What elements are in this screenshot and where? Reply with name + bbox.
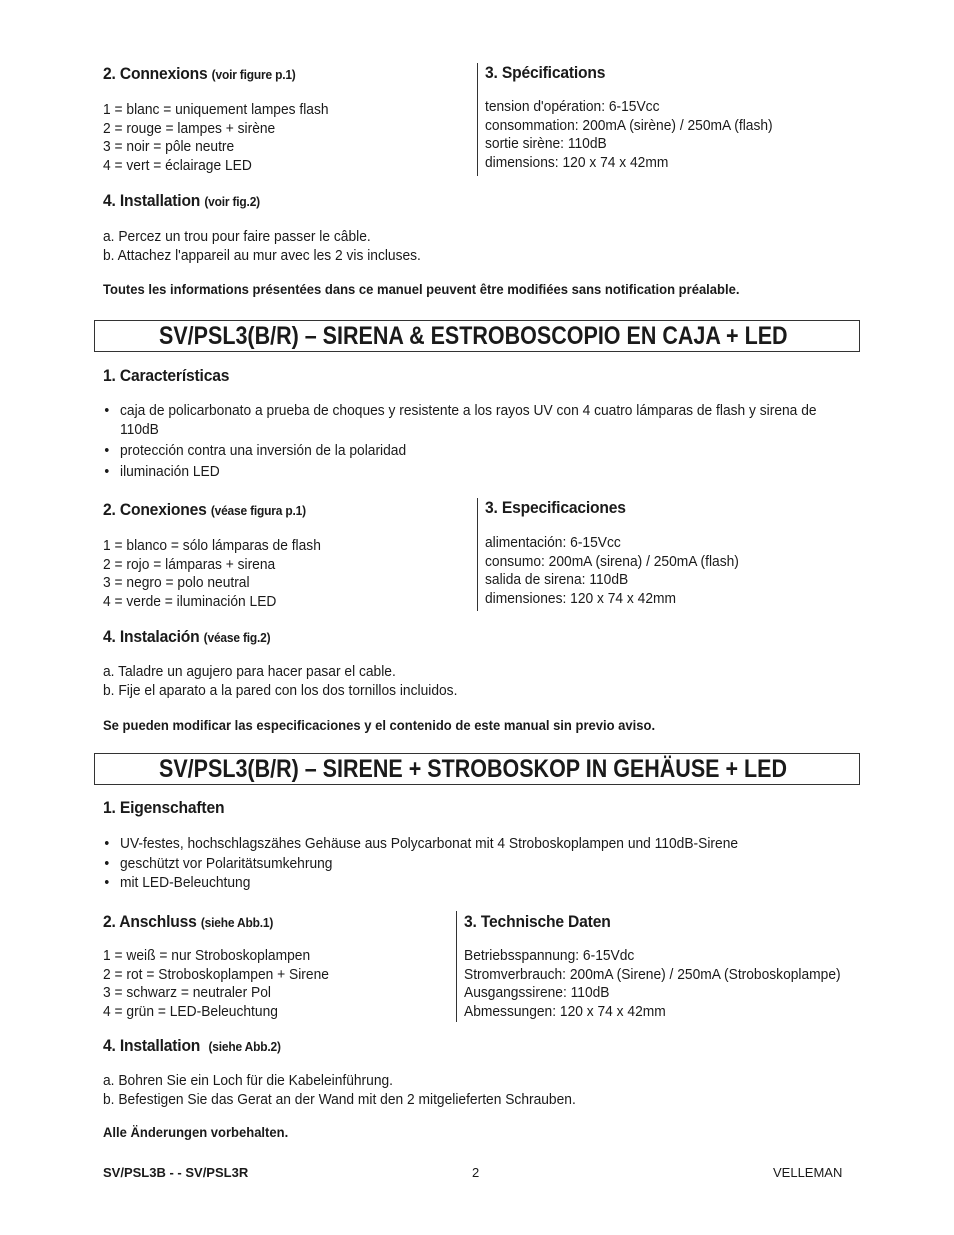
list-item: b. Befestigen Sie das Gerat an der Wand mit den 2 mitgelieferten Schrauben. [103,1090,576,1108]
fr-notice: Toutes les informations présentées dans ce manuel peuvent être modifiées sans notification préalable. [103,281,740,297]
fr-installation-heading: 4. Installation (voir fig.2) [103,191,260,210]
es-specs-heading: 3. Especificaciones [485,498,626,517]
list-item: 2 = rojo = lámparas + sirena [103,555,276,573]
list-item: a. Percez un trou pour faire passer le câble. [103,228,371,245]
de-section-title: SV/PSL3(B/R) – SIRENE + STROBOSKOP IN GEHÄUSE + LED [159,755,788,783]
list-item: 3 = noir = pôle neutre [103,138,235,156]
list-item: salida de sirena: 110dB [485,571,629,589]
list-item: 2 = rouge = lampes + sirène [103,119,276,137]
list-item: a. Bohren Sie ein Loch für die Kabeleinführung. [103,1072,394,1089]
footer-model: SV/PSL3B - - SV/PSL3R [103,1165,249,1180]
de-specs-list [464,947,841,1021]
fr-installation-list [103,228,421,265]
de-notice: Alle Änderungen vorbehalten. [103,1124,289,1140]
list-item: sortie sirène: 110dB [485,135,607,153]
es-installation-heading: 4. Instalación (véase fig.2) [103,627,271,646]
list-item: dimensiones: 120 x 74 x 42mm [485,589,677,607]
column-divider [456,911,457,1022]
list-item: 110dB [120,420,159,438]
de-installation-heading: 4. Installation (siehe Abb.2) [103,1036,281,1055]
footer-brand: VELLEMAN [773,1165,843,1180]
de-features-list [104,835,739,893]
es-section-title-box [94,320,860,352]
es-specs-list [485,534,739,608]
de-connexions-list [103,947,329,1021]
column-divider [477,498,478,611]
list-item: • iluminación LED [104,462,220,480]
es-features-heading: 1. Características [103,366,230,385]
list-item: 4 = verde = iluminación LED [103,592,277,610]
list-item: tension d'opération: 6-15Vcc [485,98,660,115]
list-item: 1 = weiß = nur Stroboskoplampen [103,947,311,964]
fr-connexions-heading: 2. Connexions (voir figure p.1) [103,64,296,83]
list-item: 3 = schwarz = neutraler Pol [103,984,271,1002]
list-item: dimensions: 120 x 74 x 42mm [485,153,669,171]
es-installation-list [103,663,457,700]
page-number: 2 [472,1165,480,1180]
de-section-title-box [94,753,860,785]
list-item: 3 = negro = polo neutral [103,574,250,592]
de-installation-list [103,1072,576,1109]
list-item: • geschützt vor Polaritätsumkehrung [104,854,333,872]
list-item: Stromverbrauch: 200mA (Sirene) / 250mA (Stroboskoplampe) [464,965,841,983]
fr-connexions-list [103,101,329,175]
fr-specs-heading: 3. Spécifications [485,63,606,82]
list-item: Betriebsspannung: 6-15Vdc [464,947,635,964]
de-features-heading: 1. Eigenschaften [103,798,225,817]
list-item: b. Fije el aparato a la pared con los dos tornillos incluidos. [103,681,458,699]
list-item: alimentación: 6-15Vcc [485,534,621,551]
list-item: Ausgangssirene: 110dB [464,984,610,1002]
list-item: consommation: 200mA (sirène) / 250mA (flash) [485,116,773,134]
es-connexions-heading: 2. Conexiones (véase figura p.1) [103,500,306,519]
list-item: 2 = rot = Stroboskoplampen + Sirene [103,965,329,983]
es-features-list [104,402,817,481]
list-item: consumo: 200mA (sirena) / 250mA (flash) [485,552,739,570]
de-connexions-heading: 2. Anschluss (siehe Abb.1) [103,912,274,931]
fr-specs-list [485,98,773,172]
list-item: • protección contra una inversión de la polaridad [104,442,407,460]
list-item: 4 = grün = LED-Beleuchtung [103,1002,278,1020]
list-item: a. Taladre un agujero para hacer pasar el cable. [103,663,396,680]
es-notice: Se pueden modificar las especificaciones y el contenido de este manual sin previo aviso. [103,717,656,733]
list-item: • mit LED-Beleuchtung [104,874,251,892]
list-item: b. Attachez l'appareil au mur avec les 2 vis incluses. [103,246,421,264]
es-section-title: SV/PSL3(B/R) – SIRENA & ESTROBOSCOPIO EN CAJA + LED [159,322,788,350]
list-item: • caja de policarbonato a prueba de choques y resistente a los rayos UV con 4 cuatro lámparas de flash y sirena de [104,402,817,419]
list-item: 1 = blanco = sólo lámparas de flash [103,537,321,554]
es-connexions-list [103,537,321,611]
list-item: 4 = vert = éclairage LED [103,156,252,174]
list-item: Abmessungen: 120 x 74 x 42mm [464,1002,666,1020]
list-item: • UV-festes, hochschlagszähes Gehäuse aus Polycarbonat mit 4 Stroboskoplampen und 110dB-Sirene [104,835,739,852]
de-specs-heading: 3. Technische Daten [464,912,611,931]
list-item: 1 = blanc = uniquement lampes flash [103,101,329,118]
column-divider [477,63,478,176]
